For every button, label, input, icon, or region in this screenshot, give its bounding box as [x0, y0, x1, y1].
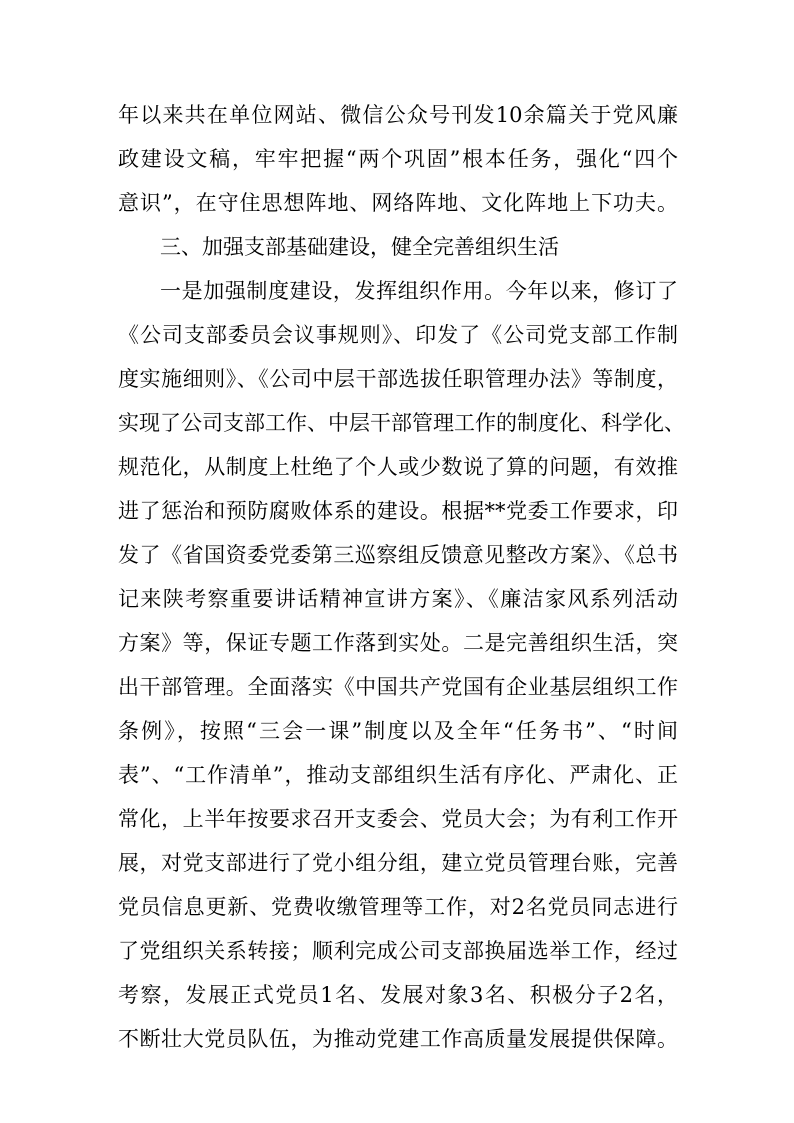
paragraph-line: 展，对党支部进行了党小组分组，建立党员管理台账，完善 — [118, 851, 678, 875]
paragraph-line: 政建设文稿，牢牢把握“两个巩固”根本任务，强化“四个 — [118, 147, 678, 171]
paragraph-line: 规范化，从制度上杜绝了个人或少数说了算的问题，有效推 — [118, 455, 678, 479]
paragraph-line: 表”、“工作清单”，推动支部组织生活有序化、严肃化、正 — [118, 763, 678, 787]
paragraph-line: 意识”，在守住思想阵地、网络阵地、文化阵地上下功夫。 — [118, 191, 678, 215]
paragraph-line: 党员信息更新、党费收缴管理等工作，对2名党员同志进行 — [118, 895, 678, 919]
paragraph-line: 进了惩治和预防腐败体系的建设。根据**党委工作要求，印 — [118, 499, 678, 523]
paragraph-line: 发了《省国资委党委第三巡察组反馈意见整改方案》、《总书 — [118, 543, 678, 567]
paragraph-line: 《公司支部委员会议事规则》、印发了《公司党支部工作制 — [118, 323, 678, 347]
paragraph-line: 记来陕考察重要讲话精神宣讲方案》、《廉洁家风系列活动 — [118, 587, 678, 611]
paragraph-line: 一是加强制度建设，发挥组织作用。今年以来，修订了 — [160, 279, 678, 303]
paragraph-line: 了党组织关系转接；顺利完成公司支部换届选举工作，经过 — [118, 939, 678, 963]
paragraph-line: 不断壮大党员队伍，为推动党建工作高质量发展提供保障。 — [118, 1027, 678, 1051]
section-heading: 三、加强支部基础建设，健全完善组织生活 — [160, 235, 559, 259]
paragraph-line: 考察，发展正式党员1名、发展对象3名、积极分子2名， — [118, 983, 678, 1007]
paragraph-line: 方案》等，保证专题工作落到实处。二是完善组织生活，突 — [118, 631, 678, 655]
paragraph-line: 实现了公司支部工作、中层干部管理工作的制度化、科学化、 — [118, 411, 685, 435]
paragraph-line: 常化，上半年按要求召开支委会、党员大会；为有利工作开 — [118, 807, 678, 831]
paragraph-line: 度实施细则》、《公司中层干部选拔任职管理办法》等制度， — [118, 367, 678, 391]
paragraph-line: 出干部管理。全面落实《中国共产党国有企业基层组织工作 — [118, 675, 678, 699]
paragraph-line: 年以来共在单位网站、微信公众号刊发10余篇关于党风廉 — [118, 103, 678, 127]
paragraph-line: 条例》，按照“三会一课”制度以及全年“任务书”、“时间 — [118, 719, 678, 743]
